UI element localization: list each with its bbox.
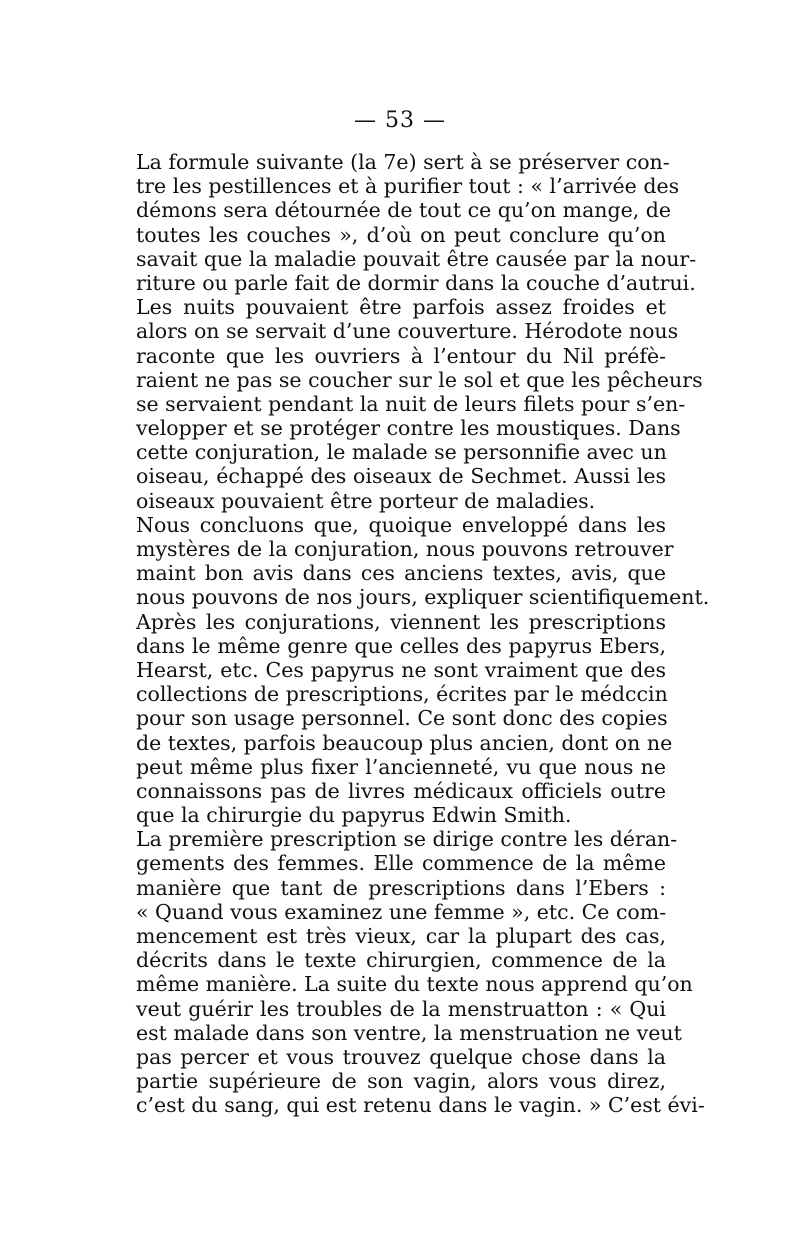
text-line: alors on se servait d’une couverture. Hérodote nous bbox=[136, 319, 679, 344]
text-line: savait que la maladie pouvait être causée par la nour- bbox=[136, 246, 697, 271]
text-line: « Quand vous examinez une femme », etc. Ce com- bbox=[136, 899, 667, 924]
text-line: partie supérieure de son vagin, alors vous direz, bbox=[136, 1069, 666, 1094]
text-line: maint bon avis dans ces anciens textes, avis, que bbox=[136, 561, 666, 586]
text-line: c’est du sang, qui est retenu dans le vagin. » C’est évi- bbox=[136, 1093, 705, 1118]
text-line: mystères de la conjuration, nous pouvons retrouver bbox=[136, 537, 674, 561]
text-line: dans le même genre que celles des papyrus Ebers, bbox=[136, 633, 666, 658]
text-line: toutes les couches », d’où on peut conclure qu’on bbox=[136, 222, 666, 247]
text-line: collections de prescriptions, écrites par le médccin bbox=[136, 682, 668, 707]
text-line: pas percer et vous trouvez quelque chose dans la bbox=[136, 1044, 666, 1069]
text-line: oiseaux pouvaient être porteur de maladies. bbox=[136, 488, 596, 513]
text-line: cette conjuration, le malade se personnifie avec un bbox=[136, 440, 667, 465]
text-line: Nous concluons que, quoique enveloppé dans les bbox=[136, 512, 666, 537]
text-line: oiseau, échappé des oiseaux de Sechmet. Aussi les bbox=[136, 464, 666, 489]
text-line: décrits dans le texte chirurgien, commence de la bbox=[136, 948, 666, 973]
text-line: Hearst, etc. Ces papyrus ne sont vraiment que des bbox=[136, 657, 666, 682]
text-line: est malade dans son ventre, la menstruation ne veut bbox=[136, 1020, 682, 1045]
text-line: connaissons pas de livres médicaux officiels outre bbox=[136, 778, 666, 803]
text-line: manière que tant de prescriptions dans l’Ebers : bbox=[136, 875, 666, 900]
text-line: velopper et se protéger contre les moustiques. Dans bbox=[136, 416, 681, 441]
text-line: La formule suivante (la 7e) sert à se préserver con- bbox=[136, 150, 670, 174]
text-line: peut même plus fixer l’ancienneté, vu que nous ne bbox=[136, 754, 666, 779]
text-line: gements des femmes. Elle commence de la même bbox=[136, 851, 666, 876]
text-line: même manière. La suite du texte nous apprend qu’on bbox=[136, 972, 693, 997]
page-number: — 53 — bbox=[354, 108, 446, 133]
text-line: Après les conjurations, viennent les prescriptions bbox=[136, 609, 666, 634]
text-line: de textes, parfois beaucoup plus ancien, dont on ne bbox=[136, 730, 673, 755]
text-line: Les nuits pouvaient être parfois assez froides et bbox=[136, 295, 666, 320]
text-line: La première prescription se dirige contre les déran- bbox=[136, 827, 678, 852]
text-line: veut guérir les troubles de la menstruatton : « Qui bbox=[136, 996, 666, 1021]
text-line: mencement est très vieux, car la plupart des cas, bbox=[136, 924, 666, 948]
text-line: raconte que les ouvriers à l’entour du Nil préfè- bbox=[136, 343, 666, 368]
text-line: pour son usage personnel. Ce sont donc des copies bbox=[136, 706, 668, 731]
text-line: démons sera détournée de tout ce qu’on mange, de bbox=[136, 198, 672, 223]
text-line: se servaient pendant la nuit de leurs filets pour s’en- bbox=[136, 391, 686, 416]
text-line: que la chirurgie du papyrus Edwin Smith. bbox=[136, 803, 572, 828]
text-line: raient ne pas se coucher sur le sol et que les pêcheurs bbox=[136, 367, 703, 392]
text-line: riture ou parle fait de dormir dans la couche d’autrui. bbox=[136, 270, 696, 295]
text-line: tre les pestillences et à purifier tout : « l’arrivée des bbox=[136, 174, 680, 199]
body-text bbox=[136, 150, 710, 1118]
text-line: nous pouvons de nos jours, expliquer scientifiquement. bbox=[136, 585, 710, 610]
